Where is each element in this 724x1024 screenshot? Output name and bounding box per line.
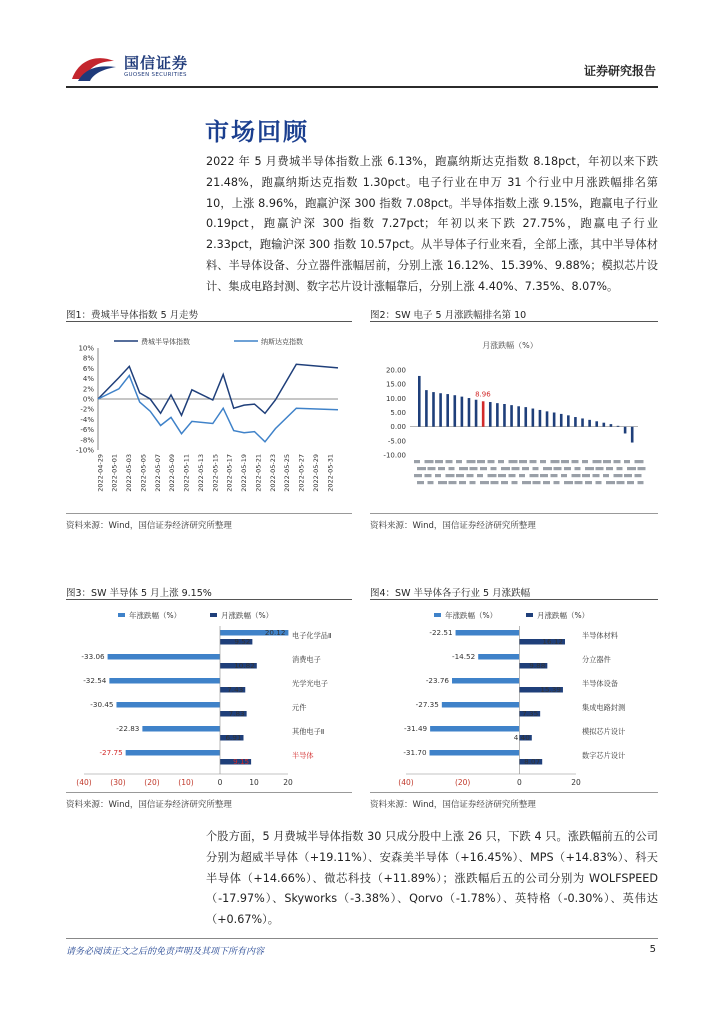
fig2-bottom-rule — [370, 513, 658, 514]
fig2-category-label-mark — [477, 460, 485, 463]
fig3-category-label: 光学光电子 — [292, 679, 328, 688]
fig2-category-label-mark — [467, 474, 474, 477]
fig2-category-label-mark — [614, 474, 623, 477]
fig2-category-label-mark — [498, 474, 506, 477]
fig2-category-label-mark — [533, 467, 539, 470]
fig4-year-bar — [456, 630, 520, 636]
fig1-ytick-label: 10% — [78, 344, 94, 353]
fig2-category-label-mark — [512, 467, 520, 470]
fig2-category-label-mark — [470, 467, 478, 470]
fig2-bar — [631, 427, 634, 443]
fig2-category-label-mark — [606, 481, 615, 484]
fig2-category-label-mark — [603, 460, 611, 463]
fig1-ytick-label: -4% — [80, 415, 94, 424]
fig3-month-label: 10.82 — [234, 661, 255, 670]
fig2-category-label-mark — [540, 474, 548, 477]
fig2-highlight-label: 8.96 — [475, 390, 491, 399]
fig2-category-label-mark — [501, 481, 508, 484]
fig2-category-label-mark — [627, 481, 634, 484]
fig2-category-label-mark — [449, 481, 457, 484]
fig2-bar — [475, 400, 478, 427]
fig2-category-label-mark — [522, 467, 529, 470]
fig2-category-label-mark — [425, 474, 432, 477]
fig3-year-label: 20.12 — [264, 628, 286, 637]
fig1-xtick-label: 2022-05-31 — [326, 454, 335, 492]
fig2-bar — [453, 395, 456, 426]
fig2-category-label-mark — [582, 474, 590, 477]
fig2-chart-title: 月涨跌幅（%） — [482, 341, 538, 350]
fig2-category-label-mark — [428, 467, 436, 470]
fig3-legend-label-1: 月涨跌幅（%） — [221, 611, 274, 620]
fig2-category-label-mark — [509, 474, 516, 477]
fig3-xtick-label: (30) — [110, 778, 126, 787]
fig2-category-label-mark — [585, 481, 592, 484]
fig2-category-label-mark — [428, 481, 434, 484]
fig4-year-label: -23.76 — [425, 676, 450, 685]
fig2-bar — [496, 403, 499, 427]
fig4-legend-swatch-1 — [526, 613, 533, 617]
fig1-legend-label-1: 纳斯达克指数 — [261, 338, 303, 346]
logo-icon — [70, 53, 118, 83]
fig3-bottom-rule — [66, 792, 352, 793]
fig2-category-label-mark — [585, 467, 594, 470]
fig3-xtick-label: (40) — [76, 778, 92, 787]
fig2-bar — [524, 407, 527, 427]
fig2-bar-chart — [370, 330, 658, 515]
fig4-rule — [370, 599, 658, 600]
fig2-category-label-mark — [540, 460, 546, 463]
fig2-bar — [418, 376, 421, 427]
fig1-xtick-label: 2022-05-25 — [283, 454, 292, 492]
fig1-xtick-label: 2022-05-23 — [268, 454, 277, 492]
fig1-ytick-label: 2% — [82, 385, 94, 394]
logo-text: 国信证券 — [124, 54, 189, 72]
fig2-category-label-mark — [624, 460, 630, 463]
fig2-category-label-mark — [456, 474, 464, 477]
fig2-bar — [610, 424, 613, 427]
fig2-category-label-mark — [522, 481, 531, 484]
fig3-year-label: -33.06 — [81, 652, 105, 661]
header-divider — [66, 86, 658, 88]
fig2-bar — [560, 414, 563, 427]
section-title: 市场回顾 — [205, 118, 309, 146]
fig2-category-label-mark — [414, 460, 420, 463]
fig2-category-label-mark — [572, 474, 581, 477]
fig4-year-bar — [478, 654, 519, 660]
fig3-year-label: -32.54 — [83, 676, 107, 685]
fig4-year-bar — [430, 750, 520, 756]
fig4-category-label: 数字芯片设计 — [582, 751, 626, 760]
fig2-bar — [553, 413, 556, 427]
fig1-xtick-label: 2022-05-15 — [211, 454, 220, 492]
fig3-year-bar — [126, 750, 220, 756]
fig2-category-label-mark — [530, 474, 539, 477]
fig2-ytick-label: 5.00 — [390, 409, 406, 417]
fig2-category-label-mark — [561, 460, 569, 463]
fig4-legend-label-0: 年涨跌幅（%） — [445, 611, 498, 620]
fig2-category-label-mark — [480, 481, 489, 484]
fig2-ytick-label: -5.00 — [387, 437, 406, 446]
fig3-category-label: 电子化学品Ⅱ — [292, 631, 332, 640]
fig3-category-label: 元件 — [292, 703, 307, 712]
fig2-category-label-mark — [509, 460, 518, 463]
fig3-legend-swatch-0 — [118, 613, 125, 617]
fig2-ytick-label: 15.00 — [385, 380, 406, 389]
fig2-category-label-mark — [638, 467, 646, 470]
fig3-year-bar — [109, 678, 220, 684]
fig2-bar — [468, 398, 471, 427]
fig2-category-label-mark — [627, 467, 636, 470]
fig2-category-label-mark — [498, 460, 504, 463]
fig3-category-label: 其他电子Ⅱ — [292, 727, 325, 736]
fig3-legend-label-0: 年涨跌幅（%） — [129, 611, 182, 620]
fig2-category-label-mark — [414, 474, 422, 477]
fig3-month-label: 9.52 — [234, 637, 251, 646]
fig2-bar — [532, 409, 535, 427]
fig2-category-label-mark — [596, 467, 604, 470]
fig4-xtick-label: 0 — [516, 778, 522, 787]
fig1-source: 资料来源：Wind，国信证券经济研究所整理 — [66, 521, 232, 531]
fig2-rule — [370, 321, 658, 322]
fig4-category-label: 模拟芯片设计 — [582, 727, 626, 736]
fig3-year-bar — [116, 702, 220, 708]
fig2-category-label-mark — [459, 481, 466, 484]
fig2-category-label-mark — [593, 474, 600, 477]
fig3-month-label: 7.43 — [227, 685, 244, 694]
fig2-category-label-mark — [564, 481, 573, 484]
fig2-category-label-mark — [477, 474, 483, 477]
fig3-year-bar — [108, 654, 220, 660]
fig4-category-label: 半导体设备 — [582, 679, 618, 688]
fig4-month-label: 16.12 — [542, 637, 564, 646]
fig3-source: 资料来源：Wind，国信证券经济研究所整理 — [66, 800, 232, 810]
fig4-year-bar — [452, 678, 519, 684]
fig1-ytick-label: 8% — [82, 354, 94, 363]
fig2-category-label-mark — [417, 467, 426, 470]
fig4-year-bar — [442, 702, 519, 708]
fig2-category-label-mark — [575, 467, 581, 470]
fig2-category-label-mark — [491, 481, 499, 484]
fig2-bar — [461, 397, 464, 427]
fig1-xtick-label: 2022-05-29 — [311, 454, 320, 492]
fig2-category-label-mark — [530, 460, 537, 463]
fig2-bar — [574, 417, 577, 427]
fig2-category-label-mark — [519, 460, 527, 463]
fig2-category-label-mark — [459, 467, 468, 470]
fig2-bar — [595, 421, 598, 426]
fig2-bar — [539, 410, 542, 427]
fig2-category-label-mark — [572, 460, 579, 463]
fig2-category-label-mark — [519, 474, 525, 477]
fig2-bar — [517, 406, 520, 426]
fig4-bar-chart — [370, 606, 658, 791]
fig2-category-label-mark — [635, 460, 644, 463]
fig4-year-label: -22.51 — [429, 628, 453, 637]
fig3-month-label: 7.83 — [228, 709, 245, 718]
fig2-category-label-mark — [635, 474, 642, 477]
fig2-category-label-mark — [480, 467, 487, 470]
fig1-xtick-label: 2022-05-21 — [254, 454, 263, 492]
fig2-bar — [503, 404, 506, 427]
fig2-category-label-mark — [551, 474, 558, 477]
fig2-ytick-label: 10.00 — [385, 394, 406, 403]
fig2-bar — [567, 415, 570, 426]
market-review-paragraph: 2022 年 5 月费城半导体指数上涨 6.13%，跑赢纳斯达克指数 8.18pct，年初以来下跌 21.48%，跑赢纳斯达克指数 1.30pct。电子行业在申万 31 个行业中月涨跌幅排名第 10，上涨 8.96%，跑赢沪深 300 指数 7.08pct。半导体指数上涨 9.15%，跑赢电子行业 0.19pct，跑赢沪深 300 指数 7.27pct；年初以来下跌 27.75%，跑赢电子行业 2.33pct，跑输沪深 300 指数 10.57pct。从半导体子行业来看，全部上涨，其中半导体材料、半导体设备、分立器件涨幅居前，分别上涨 16.12%、15.39%、9.88%；模拟芯片设计、集成电路封测、数字芯片设计涨幅靠后，分别上涨 4.40%、7.35%、8.07%。 — [206, 155, 658, 293]
fig4-month-label: 7.35 — [522, 709, 539, 718]
fig2-category-label-mark — [438, 467, 445, 470]
fig1-series-line-0 — [98, 364, 338, 415]
footer-divider — [66, 938, 658, 939]
fig2-category-label-mark — [435, 474, 441, 477]
fig1-xtick-label: 2022-05-11 — [182, 454, 191, 492]
fig2-category-label-mark — [593, 460, 602, 463]
fig4-month-label: 8.07 — [524, 757, 541, 766]
fig2-category-label-mark — [638, 481, 644, 484]
fig4-year-label: -31.70 — [403, 748, 427, 757]
fig4-xtick-label: 20 — [571, 778, 581, 787]
fig2-category-label-mark — [512, 481, 518, 484]
fig2-category-label-mark — [606, 467, 613, 470]
fig2-category-label-mark — [438, 481, 447, 484]
fig2-bar — [489, 402, 492, 427]
fig4-month-label: 9.88 — [529, 661, 546, 670]
fig2-category-label-mark — [456, 460, 462, 463]
fig2-bar — [510, 405, 513, 427]
fig3-year-bar — [142, 726, 220, 732]
footer-disclaimer: 请务必阅读正文之后的免责声明及其项下所有内容 — [66, 947, 265, 957]
fig3-rule — [66, 599, 352, 600]
fig1-xtick-label: 2022-05-01 — [110, 454, 119, 492]
fig2-category-label-mark — [582, 460, 588, 463]
fig1-ytick-label: 6% — [82, 364, 94, 373]
fig2-category-label-mark — [435, 460, 443, 463]
fig2-ytick-label: 0.00 — [390, 423, 406, 432]
fig2-bar — [546, 411, 549, 426]
fig2-bar — [588, 420, 591, 427]
fig2-category-label-mark — [564, 467, 571, 470]
fig4-title: 图4：SW 半导体各子行业 5 月涨跌幅 — [370, 588, 531, 599]
fig2-category-label-mark — [417, 481, 424, 484]
fig2-bar — [482, 401, 485, 426]
fig4-year-bar — [430, 726, 519, 732]
fig1-xtick-label: 2022-05-07 — [153, 454, 162, 492]
fig2-bar — [581, 418, 584, 426]
fig2-bar — [432, 392, 435, 427]
fig2-category-label-mark — [425, 460, 434, 463]
fig1-xtick-label: 2022-04-29 — [96, 454, 105, 492]
fig2-category-label-mark — [551, 460, 560, 463]
fig2-category-label-mark — [449, 467, 455, 470]
fig3-legend-swatch-1 — [210, 613, 217, 617]
fig2-category-label-mark — [488, 460, 495, 463]
fig2-source: 资料来源：Wind，国信证券经济研究所整理 — [370, 521, 536, 531]
fig4-year-label: -27.35 — [415, 700, 439, 709]
fig2-category-label-mark — [543, 481, 550, 484]
fig3-bar-chart — [66, 606, 352, 791]
fig1-ytick-label: -8% — [80, 436, 94, 445]
fig4-year-label: -31.49 — [403, 724, 428, 733]
fig4-source: 资料来源：Wind，国信证券经济研究所整理 — [370, 800, 536, 810]
fig1-xtick-label: 2022-05-03 — [125, 454, 134, 492]
fig1-xtick-label: 2022-05-17 — [225, 454, 234, 492]
fig2-category-label-mark — [561, 474, 567, 477]
fig1-xtick-label: 2022-05-13 — [196, 454, 205, 492]
fig2-bar — [446, 394, 449, 427]
fig1-xtick-label: 2022-05-27 — [297, 454, 306, 492]
fig2-category-label-mark — [533, 481, 541, 484]
fig1-xtick-label: 2022-05-19 — [240, 454, 249, 492]
fig3-year-label: -30.45 — [90, 700, 114, 709]
page-number: 5 — [649, 944, 656, 955]
fig1-legend-label-0: 费城半导体指数 — [141, 338, 190, 346]
fig3-year-label: -27.75 — [99, 748, 123, 757]
fig2-category-label-mark — [467, 460, 476, 463]
fig2-category-label-mark — [501, 467, 510, 470]
fig2-bar — [425, 390, 428, 427]
fig1-ytick-label: -10% — [75, 446, 94, 455]
fig4-year-label: -14.52 — [452, 652, 476, 661]
fig2-category-labels — [414, 460, 646, 484]
fig1-rule — [66, 321, 352, 322]
fig4-category-label: 集成电路封测 — [582, 703, 626, 712]
stock-review-paragraph: 个股方面，5 月费城半导体指数 30 只成分股中上涨 26 只，下跌 4 只。涨跌幅前五的公司分别为超威半导体（+19.11%）、安森美半导体（+16.45%）、MPS（+14.83%）、科天半导体（+14.66%）、微芯科技（+11.89%）；涨跌幅后五的公司分别为 WOLFSPEED（-17.97%）、Skyworks（-3.38%）、Qorvo（-1.78%）、英特格（-0.30%）、英伟达（+0.67%）。 — [206, 830, 658, 927]
fig2-category-label-mark — [617, 467, 623, 470]
fig2-category-label-mark — [554, 467, 562, 470]
fig2-bar — [439, 393, 442, 426]
fig1-ytick-label: -6% — [80, 426, 94, 435]
fig4-category-label: 分立器件 — [582, 655, 611, 664]
fig2-category-label-mark — [596, 481, 602, 484]
fig2-bar — [624, 427, 627, 434]
fig2-category-label-mark — [554, 481, 560, 484]
fig3-xtick-label: 0 — [217, 778, 223, 787]
fig1-ytick-label: 4% — [82, 375, 94, 384]
fig1-line-chart — [66, 330, 352, 515]
fig3-category-label: 半导体 — [292, 751, 314, 760]
fig2-bar — [603, 423, 606, 427]
fig2-category-label-mark — [470, 481, 476, 484]
fig1-ytick-label: -2% — [80, 405, 94, 414]
fig2-bar — [617, 426, 620, 427]
fig4-bottom-rule — [370, 792, 658, 793]
fig2-category-label-mark — [543, 467, 552, 470]
fig3-month-label: 6.91 — [225, 733, 242, 742]
fig4-month-label: 4.40 — [513, 733, 530, 742]
fig4-month-label: 15.39 — [540, 685, 561, 694]
fig2-title: 图2：SW 电子 5 月涨跌幅排名第 10 — [370, 310, 527, 321]
fig3-title: 图3：SW 半导体 5 月上涨 9.15% — [66, 588, 212, 599]
fig3-month-label: 9.15 — [233, 757, 250, 766]
fig2-category-label-mark — [491, 467, 497, 470]
fig2-ytick-label: -10.00 — [383, 451, 406, 460]
fig4-xtick-label: (40) — [398, 778, 414, 787]
fig3-xtick-label: 10 — [249, 778, 259, 787]
fig1-xtick-label: 2022-05-09 — [168, 454, 177, 492]
fig1-bottom-rule — [66, 513, 352, 514]
fig4-xtick-label: (20) — [454, 778, 471, 787]
fig1-xtick-label: 2022-05-05 — [139, 454, 148, 492]
fig2-category-label-mark — [446, 460, 453, 463]
fig1-title: 图1：费城半导体指数 5 月走势 — [66, 310, 199, 321]
fig2-category-label-mark — [617, 481, 625, 484]
report-type: 证券研究报告 — [583, 64, 656, 78]
fig1-ytick-label: 0% — [82, 395, 94, 404]
fig2-ytick-label: 20.00 — [385, 366, 406, 375]
fig2-category-label-mark — [603, 474, 609, 477]
fig3-year-label: -22.83 — [116, 724, 140, 733]
fig3-category-label: 消费电子 — [292, 655, 321, 664]
logo-subtext: GUOSEN SECURITIES — [124, 72, 187, 78]
fig3-xtick-label: (10) — [178, 778, 194, 787]
fig2-category-label-mark — [488, 474, 497, 477]
fig4-category-label: 半导体材料 — [582, 631, 618, 640]
fig2-category-label-mark — [446, 474, 455, 477]
fig2-category-label-mark — [624, 474, 632, 477]
fig2-category-label-mark — [575, 481, 583, 484]
fig2-category-label-mark — [614, 460, 621, 463]
fig4-legend-label-1: 月涨跌幅（%） — [537, 611, 590, 620]
fig4-legend-swatch-0 — [434, 613, 441, 617]
fig3-xtick-label: 20 — [283, 778, 293, 787]
fig3-xtick-label: (20) — [144, 778, 160, 787]
